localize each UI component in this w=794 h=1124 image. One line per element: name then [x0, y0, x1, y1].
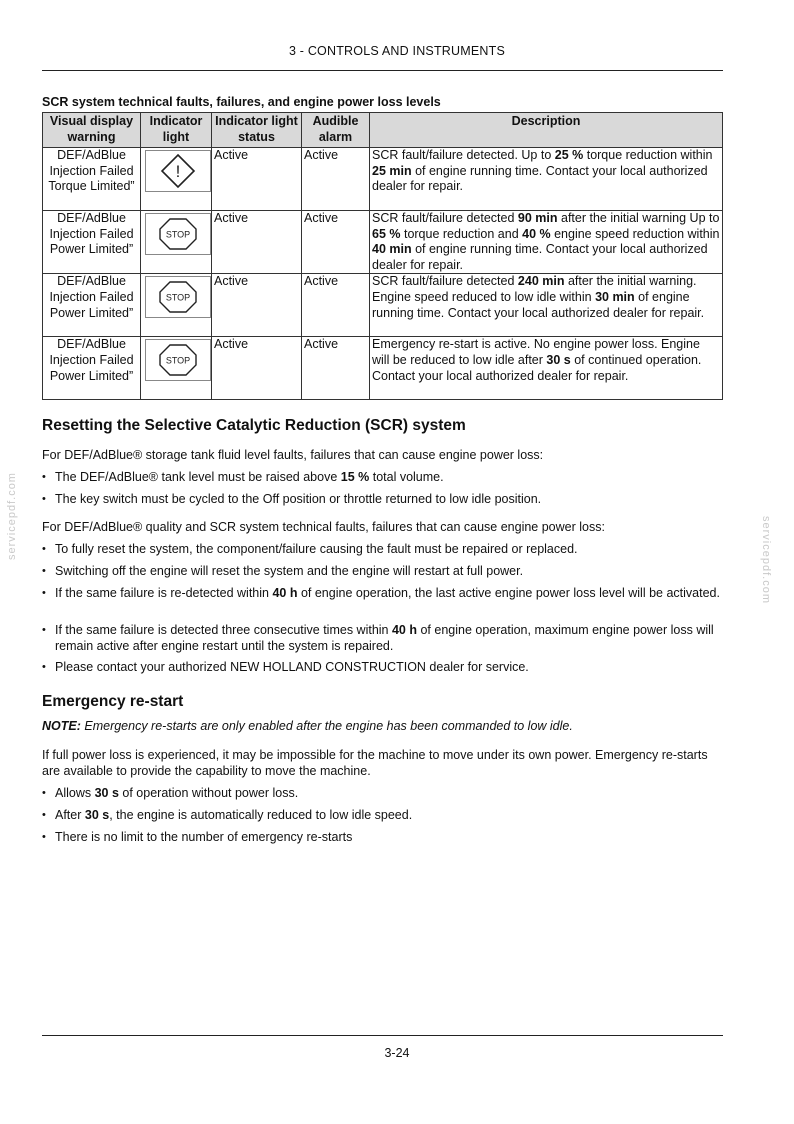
text-segment: torque reduction and: [400, 226, 523, 241]
text-segment: of engine operation, the last active engine power loss level will be activated.: [297, 586, 720, 600]
bold-text: 40 h: [272, 586, 298, 600]
status-cell: Active: [212, 148, 302, 211]
description-cell: [370, 148, 723, 211]
text-segment: To fully reset the system, the component/failure causing the fault must be repaired or replaced.: [55, 542, 578, 556]
watermark-left: servicepdf.com: [6, 472, 18, 560]
warning-cell: DEF/AdBlue Injection Failed Power Limited”: [43, 274, 141, 337]
text-segment: No engine power loss. Engine will be reduced to low idle after: [372, 337, 700, 367]
column-header: Visual display warning: [43, 113, 141, 148]
column-header: Indicator light status: [212, 113, 302, 148]
status-cell: Active: [212, 337, 302, 400]
text-segment: If the same failure is detected three consecutive times within: [55, 623, 392, 637]
indicator-light-cell: [141, 211, 212, 274]
text-segment: There is no limit to the number of emergency re-starts: [55, 830, 353, 844]
warning-cell: DEF/AdBlue Injection Failed Power Limited”: [43, 211, 141, 274]
list-item: [42, 808, 724, 824]
warning-cell: DEF/AdBlue Injection Failed Torque Limited”: [43, 148, 141, 211]
text-segment: of engine running time. Contact your local authorized dealer for repair.: [372, 242, 708, 272]
section-heading-reset: Resetting the Selective Catalytic Reduction (SCR) system: [42, 417, 466, 434]
watermark-right: servicepdf.com: [760, 516, 772, 604]
bold-text: 240 min: [517, 274, 565, 289]
emergency-note: [42, 719, 724, 735]
text-segment: after the initial warning. Engine speed reduced to low idle within: [372, 274, 697, 304]
header-rule: [42, 70, 723, 71]
list-item: [42, 786, 724, 802]
column-header: Indicator light: [141, 113, 212, 148]
table-title: SCR system technical faults, failures, and engine power loss levels: [42, 95, 441, 109]
alarm-cell: Active: [302, 274, 370, 337]
text-segment: torque reduction within: [583, 148, 713, 162]
stop-icon-text: STOP: [165, 229, 191, 240]
bold-text: 30 min: [595, 289, 635, 304]
list-item: [42, 623, 724, 654]
text-segment: Allows: [55, 786, 95, 800]
note-label: NOTE:: [42, 719, 81, 733]
table-row: [43, 274, 723, 337]
text-segment: The key switch must be cycled to the Off position or throttle returned to low idle position.: [55, 492, 542, 506]
page-header: 3 - CONTROLS AND INSTRUMENTS: [288, 44, 506, 58]
text-segment: Please contact your authorized NEW HOLLAND CONSTRUCTION dealer for service.: [55, 660, 529, 674]
text-segment: engine speed reduction within: [550, 226, 720, 241]
note-text: Emergency re-starts are only enabled after the engine has been commanded to low idle.: [80, 719, 573, 733]
text-segment: of engine running time. Contact your local authorized dealer for repair.: [372, 289, 705, 320]
bold-text: 90 min: [517, 211, 558, 225]
stop-icon: [145, 276, 211, 318]
text-segment: If the same failure is re-detected within: [55, 586, 273, 600]
column-header: Audible alarm: [302, 113, 370, 148]
bold-text: 15 %: [340, 470, 370, 484]
table-row: [43, 148, 723, 211]
svg-text:!: !: [175, 162, 181, 181]
description-cell: [370, 274, 723, 337]
table-row: [43, 337, 723, 400]
indicator-light-cell: [141, 274, 212, 337]
bold-text: 25 min: [372, 163, 412, 178]
scr-faults-table: [42, 112, 723, 400]
text-segment: SCR fault/failure detected: [372, 274, 518, 289]
list-item: [42, 660, 724, 676]
text-segment: after the initial warning Up to: [557, 211, 720, 225]
description-cell: [370, 337, 723, 400]
bold-text: 40 %: [522, 226, 551, 241]
list-item: [42, 470, 724, 486]
text-segment: SCR fault/failure detected: [372, 211, 518, 225]
description-cell: [370, 211, 723, 274]
text-segment: of continued operation. Contact your local authorized dealer for repair.: [372, 352, 702, 383]
footer-rule: [42, 1035, 723, 1036]
alarm-cell: Active: [302, 148, 370, 211]
status-cell: Active: [212, 211, 302, 274]
section-heading-emergency: Emergency re-start: [42, 693, 184, 710]
bold-text: 30 s: [94, 786, 119, 800]
bold-text: 40 min: [372, 242, 412, 257]
indicator-light-cell: [141, 337, 212, 400]
text-segment: After: [55, 808, 85, 822]
list-item: [42, 542, 724, 558]
list-item: [42, 492, 724, 508]
list-item: [42, 564, 724, 580]
table-row: [43, 211, 723, 274]
text-segment: Emergency re-start is active.: [372, 337, 531, 352]
bold-text: 40 h: [391, 623, 417, 637]
reset-intro-quality: For DEF/AdBlue® quality and SCR system technical faults, failures that can cause engine power loss:: [42, 520, 605, 534]
stop-icon-text: STOP: [165, 355, 191, 366]
warning-cell: DEF/AdBlue Injection Failed Power Limited”: [43, 337, 141, 400]
text-segment: The DEF/AdBlue® tank level must be raised above: [55, 470, 341, 484]
text-segment: Up to: [517, 148, 555, 162]
reset-intro-storage: For DEF/AdBlue® storage tank fluid level faults, failures that can cause engine power loss:: [42, 448, 544, 462]
emergency-intro: If full power loss is experienced, it may be impossible for the machine to move under its own power. Emergency re-starts are available to provide the capability to move the machine.: [42, 748, 708, 778]
list-item: [42, 586, 724, 602]
status-cell: Active: [212, 274, 302, 337]
list-item: [42, 830, 724, 846]
warning-exclamation-icon: [145, 150, 211, 192]
bold-text: 65 %: [372, 226, 401, 241]
text-segment: of operation without power loss.: [118, 786, 299, 800]
stop-icon-text: STOP: [165, 292, 191, 303]
bold-text: 25 %: [554, 148, 584, 162]
stop-icon: [145, 339, 211, 381]
text-segment: total volume.: [369, 470, 444, 484]
text-segment: of engine operation, maximum engine power loss will remain active after engine restart until the system is repaired.: [55, 623, 714, 653]
text-segment: , the engine is automatically reduced to low idle speed.: [109, 808, 413, 822]
bold-text: 30 s: [546, 352, 571, 367]
text-segment: Switching off the engine will reset the system and the engine will restart at full power.: [55, 564, 524, 578]
page-number: 3-24: [384, 1046, 410, 1060]
column-header: Description: [370, 113, 723, 148]
text-segment: of engine running time. Contact your local authorized dealer for repair.: [372, 163, 708, 194]
table-header-row: [43, 113, 723, 148]
stop-icon: [145, 213, 211, 255]
bold-text: 30 s: [84, 808, 110, 822]
indicator-light-cell: [141, 148, 212, 211]
alarm-cell: Active: [302, 211, 370, 274]
alarm-cell: Active: [302, 337, 370, 400]
text-segment: SCR fault/failure detected.: [372, 148, 518, 162]
